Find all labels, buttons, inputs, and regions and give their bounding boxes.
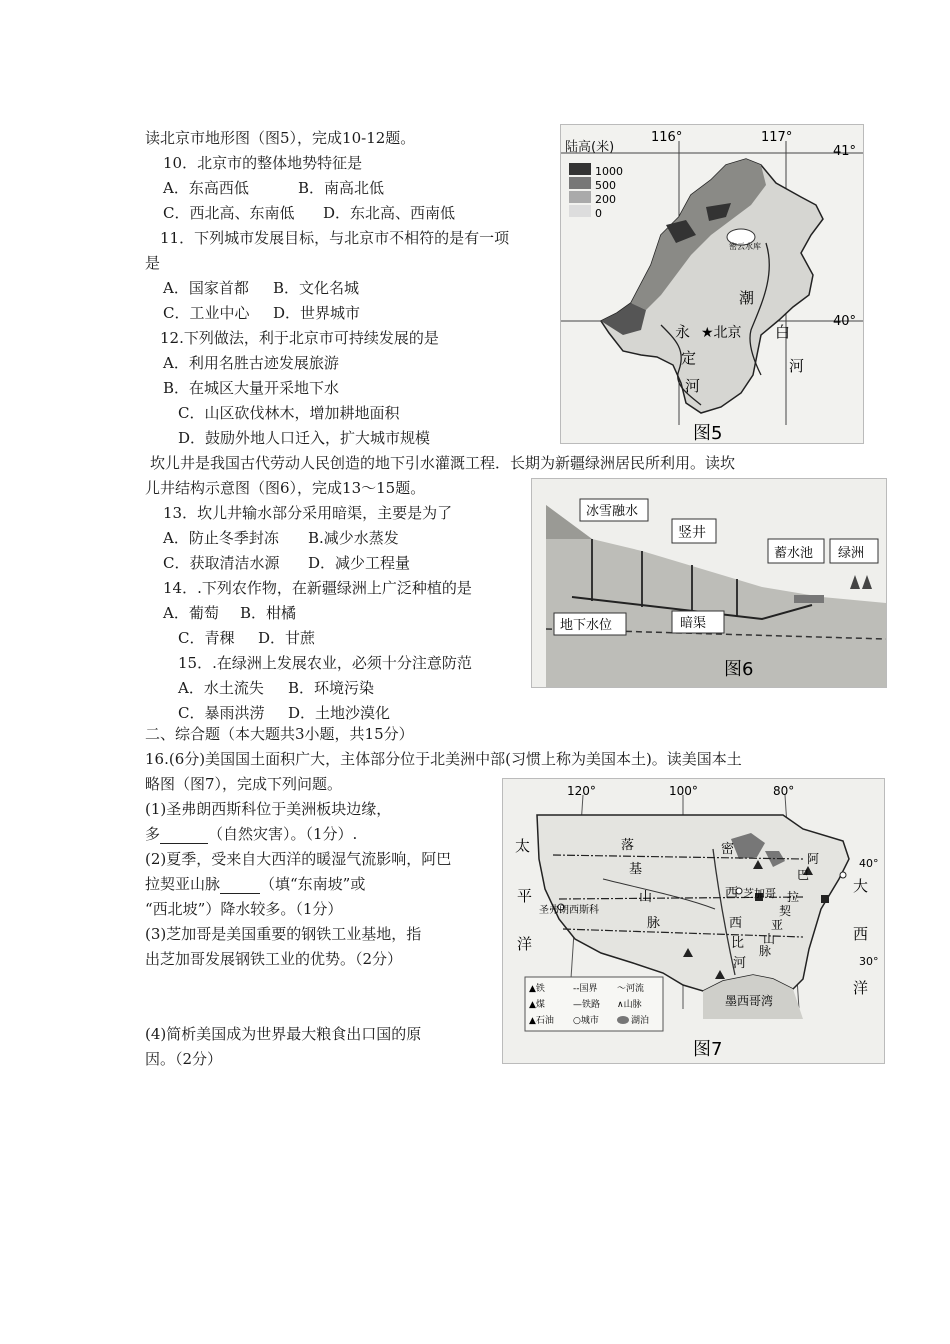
fig7-atlantic-1: 大 (853, 877, 869, 895)
section-heading-comprehensive: 二、综合题（本大题共3小题，共15分） (145, 725, 414, 743)
q11-stem-cont: 是 (145, 254, 161, 272)
fig6-label-shaft: 竖井 (678, 525, 706, 541)
fig5-river-he1: 河 (789, 357, 805, 375)
fig5-lon-117: 117° (761, 130, 793, 145)
fig7-legend-border: --国界 (573, 984, 598, 994)
fig7-pacific-2: 平 (517, 887, 533, 905)
fig5-river-yong: 永 (675, 323, 691, 341)
fig7-miss-1: 密 (721, 842, 735, 857)
q11-option-c: C．工业中心 (163, 304, 250, 322)
fig7-rocky-2: 基 (629, 862, 643, 877)
fig7-pacific-3: 洋 (517, 935, 533, 953)
q12-option-a: A．利用名胜古迹发展旅游 (163, 354, 339, 372)
fig7-san-francisco: 圣弗朗西斯科 (539, 905, 599, 916)
q14-option-a: A．葡萄 (163, 604, 219, 622)
fig7-lat-40: 40° (859, 857, 879, 870)
q13-option-a: A．防止冬季封冻 (163, 529, 279, 547)
q16-stem-line1: 16.(6分)美国国土面积广大，主体部分位于北美洲中部(习惯上称为美国本土)。读美国本土 (145, 750, 742, 768)
fig7-atlantic-3: 洋 (853, 979, 869, 997)
fig5-legend-0: 0 (595, 207, 602, 220)
figure-7-usa-map (502, 778, 885, 1064)
q13-stem: 13．坎儿井输水部分采用暗渠，主要是为了 (163, 504, 453, 522)
intro-q10-12: 读北京市地形图（图5），完成10-12题。 (145, 129, 416, 147)
q16-part3-line2: 出芝加哥发展钢铁工业的优势。（2分） (145, 950, 403, 968)
q11-option-b: B．文化名城 (273, 279, 360, 297)
fig7-miss-2: 西 (725, 886, 739, 901)
fig5-lat-41: 41° (833, 144, 857, 159)
fig7-legend-mountain: ∧山脉 (617, 1000, 642, 1010)
fig6-caption: 图6 (724, 659, 754, 680)
fig7-appal-5: 亚 (771, 918, 784, 932)
fig7-legend-river: 〜河流 (617, 984, 645, 994)
fig7-appal-2: 巴 (797, 868, 810, 882)
fig7-rocky-4: 脉 (647, 916, 661, 931)
q16-part4-line1: (4)简析美国成为世界最大粮食出口国的原 (145, 1025, 422, 1043)
fig5-reservoir-label: 密云水库 (729, 242, 761, 251)
fig7-appal-7: 脉 (759, 944, 772, 958)
fig5-caption: 图5 (693, 423, 723, 443)
q10-option-b: B．南高北低 (298, 179, 385, 197)
fig7-miss-4: 比 (731, 936, 745, 951)
q16-part2-answer-blank[interactable] (220, 879, 260, 894)
fig7-chicago: 芝加哥 (743, 887, 776, 900)
fig5-legend-200: 200 (595, 193, 616, 206)
fig6-label-oasis: 绿洲 (838, 546, 865, 561)
q12-stem: 12.下列做法，利于北京市可持续发展的是 (160, 329, 439, 347)
fig7-legend-railway: —铁路 (573, 1000, 601, 1010)
q15-option-b: B．环境污染 (288, 679, 375, 697)
q14-option-c: C．青稞 (178, 629, 235, 647)
fig7-appal-3: 拉 (787, 890, 800, 904)
fig5-river-ding: 定 (681, 349, 697, 367)
q12-option-d: D．鼓励外地人口迁入，扩大城市规模 (178, 429, 431, 447)
fig7-gulf-of-mexico: 墨西哥湾 (725, 994, 774, 1008)
q10-option-a: A．东高西低 (163, 179, 249, 197)
fig7-lon-80: 80° (773, 784, 795, 798)
fig5-river-chao: 潮 (739, 289, 755, 307)
fig6-label-watertable: 地下水位 (560, 618, 613, 633)
fig7-lat-30: 30° (859, 955, 879, 968)
fig5-lon-116: 116° (651, 130, 683, 145)
q11-stem: 11．下列城市发展目标，与北京市不相符的是有一项 (160, 229, 510, 247)
fig6-label-tunnel: 暗渠 (680, 616, 707, 631)
fig6-label-pool: 蓄水池 (774, 546, 814, 561)
fig5-lat-40: 40° (833, 314, 857, 329)
fig5-river-bai: 白 (775, 323, 791, 341)
q12-option-c: C．山区砍伐林木，增加耕地面积 (178, 404, 400, 422)
q16-part1-answer-blank[interactable] (160, 829, 208, 844)
q10-option-c: C．西北高、东南低 (163, 204, 295, 222)
q16-part2-line3: “西北坡”）降水较多。（1分） (145, 900, 343, 918)
fig5-legend-1000: 1000 (595, 165, 623, 178)
figure-5-beijing-map (560, 124, 864, 444)
q16-stem-line2: 略图（图7），完成下列问题。 (145, 775, 343, 793)
q10-stem: 10．北京市的整体地势特征是 (163, 154, 363, 172)
fig7-rocky-3: 山 (639, 890, 653, 905)
fig7-legend-city: ○城市 (573, 1016, 599, 1026)
q15-stem: 15．.在绿洲上发展农业，必须十分注意防范 (178, 654, 472, 672)
fig7-pacific-1: 太 (515, 837, 531, 855)
fig7-appal-4: 契 (779, 904, 792, 918)
q15-option-c: C．暴雨洪涝 (178, 704, 265, 722)
q16-part2-line2: 拉契亚山脉 （填“东南坡”或 (145, 875, 366, 893)
fig7-legend-iron: ▲铁 (529, 984, 545, 994)
q16-part1-line2: 多 （自然灾害）。（1分）. (145, 825, 358, 843)
q13-option-d: D．减少工程量 (308, 554, 411, 572)
fig7-rocky-1: 落 (621, 838, 635, 853)
fig7-legend-lake: 湖泊 (631, 1016, 650, 1026)
fig7-legend-oil: ▲石油 (529, 1016, 554, 1026)
q15-option-d: D．土地沙漠化 (288, 704, 391, 722)
q12-option-b: B．在城区大量开采地下水 (163, 379, 340, 397)
fig7-lon-100: 100° (669, 784, 698, 798)
fig5-city-beijing: ★北京 (701, 325, 742, 341)
q11-option-a: A．国家首都 (163, 279, 249, 297)
q14-option-b: B．柑橘 (240, 604, 297, 622)
q14-option-d: D．甘蔗 (258, 629, 316, 647)
fig5-legend-title: 陆高(米) (565, 140, 615, 155)
fig7-appal-6: 山 (763, 932, 776, 946)
q16-part1-line1: (1)圣弗朗西斯科位于美洲板块边缘， (145, 800, 392, 818)
fig5-river-he2: 河 (685, 377, 701, 395)
fig7-legend-coal: ▲煤 (529, 1000, 545, 1010)
fig7-miss-5: 河 (733, 956, 747, 971)
fig7-lon-120: 120° (567, 784, 596, 798)
fig5-legend-500: 500 (595, 179, 616, 192)
fig7-appal-1: 阿 (807, 852, 820, 866)
q14-stem: 14．.下列农作物，在新疆绿洲上广泛种植的是 (163, 579, 472, 597)
fig7-atlantic-2: 西 (853, 925, 869, 943)
fig7-miss-3: 西 (729, 916, 743, 931)
fig6-label-snowmelt: 冰雪融水 (586, 504, 639, 519)
q13-option-b: B.减少水蒸发 (308, 529, 399, 547)
figure-6-karez-diagram (531, 478, 887, 688)
q15-option-a: A．水土流失 (178, 679, 264, 697)
q13-option-c: C．获取清洁水源 (163, 554, 280, 572)
q16-part4-line2: 因。（2分） (145, 1050, 223, 1068)
karez-intro-line1: 坎儿井是我国古代劳动人民创造的地下引水灌溉工程．长期为新疆绿洲居民所利用。读坎 (150, 454, 736, 472)
karez-intro-line2: 儿井结构示意图（图6），完成13～15题。 (145, 479, 426, 497)
q16-part2-line1: (2)夏季，受来自大西洋的暖湿气流影响，阿巴 (145, 850, 452, 868)
q11-option-d: D．世界城市 (273, 304, 361, 322)
fig7-caption: 图7 (693, 1039, 723, 1060)
q16-part3-line1: (3)芝加哥是美国重要的钢铁工业基地，指 (145, 925, 422, 943)
q10-option-d: D．东北高、西南低 (323, 204, 456, 222)
